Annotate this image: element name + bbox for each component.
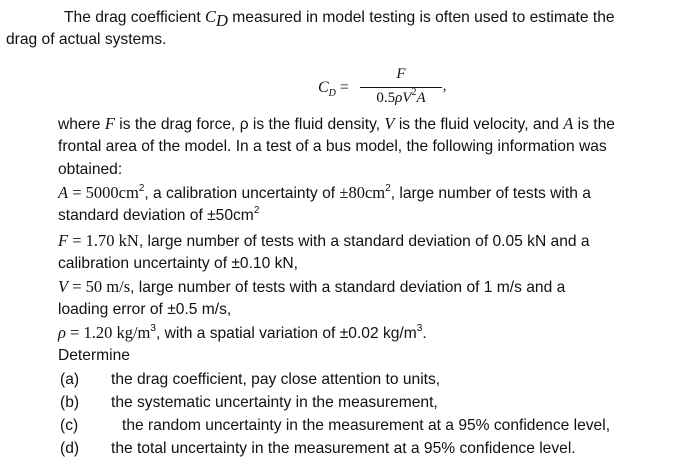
area-data-line-2 (58, 206, 259, 226)
var-A: A (58, 183, 69, 202)
intro-text: The drag coefficient (64, 9, 206, 26)
area-text: , large number of tests with a (390, 185, 591, 202)
var-V: V (58, 277, 69, 296)
cd-subscript: D (216, 11, 228, 31)
formula-equals: = (339, 79, 349, 96)
formula-denominator (358, 88, 444, 108)
definition-text: is the drag force, ρ is the fluid density, (114, 116, 385, 133)
definition-text: where (58, 116, 105, 133)
area-calibration: ±80cm (339, 183, 386, 202)
intro-line-1 (64, 7, 615, 31)
item-text-c: the random uncertainty in the measurement at a 95% confidence level, (122, 417, 611, 434)
superscript: 3 (416, 322, 423, 334)
area-value: = 5000cm (68, 183, 139, 202)
superscript: 2 (385, 182, 391, 194)
var-F: F (58, 231, 69, 250)
force-data-line-1 (58, 231, 590, 252)
item-text-a: the drag coefficient, pay close attention to units, (111, 371, 441, 388)
den-area: A (416, 90, 426, 106)
definition-line-3: obtained: (58, 161, 123, 178)
superscript: 2 (138, 182, 145, 194)
item-letter-d: (d) (60, 440, 80, 457)
definition-text: is the fluid velocity, and (394, 116, 564, 133)
superscript: 2 (253, 204, 260, 216)
force-data-line-2: calibration uncertainty of ±0.10 kN, (58, 255, 298, 272)
density-text: , with a spatial variation of ±0.02 kg/m (155, 325, 417, 342)
velocity-data-line-1 (58, 277, 565, 298)
area-text: , a calibration uncertainty of (144, 185, 340, 202)
area-std-dev: ±50cm (207, 207, 254, 224)
force-value: = 1.70 kN (68, 231, 139, 250)
cd-symbol: C (205, 7, 217, 26)
definition-line-1 (58, 114, 615, 135)
item-letter-c: (c) (60, 417, 79, 434)
item-text-d: the total uncertainty in the measurement at a 95% confidence level. (111, 440, 576, 457)
intro-text: measured in model testing is often used to estimate the (227, 9, 615, 26)
definition-line-2: frontal area of the model. In a test of a bus model, the following information was (58, 138, 607, 155)
var-A: A (563, 114, 574, 133)
formula-numerator: F (396, 66, 406, 82)
den-coefficient: 0.5 (376, 90, 396, 106)
density-text: . (422, 325, 427, 342)
item-letter-a: (a) (60, 371, 80, 388)
var-rho: ρ (58, 323, 66, 342)
formula-lhs-symbol: C (318, 79, 329, 96)
den-square: 2 (411, 87, 417, 98)
velocity-value: = 50 m/s (68, 277, 131, 296)
velocity-data-line-2: loading error of ±0.5 m/s, (58, 301, 232, 318)
velocity-text: , large number of tests with a standard deviation of 1 m/s and a (130, 279, 566, 296)
item-letter-b: (b) (60, 394, 80, 411)
drag-coefficient-formula (318, 64, 458, 110)
var-V: V (384, 114, 395, 133)
determine-heading: Determine (58, 347, 130, 364)
formula-trail: ’ (442, 86, 447, 102)
area-data-line-1 (58, 183, 591, 204)
density-value: = 1.20 kg/m (65, 323, 151, 342)
definition-text: is the (573, 116, 615, 133)
density-data-line (58, 323, 427, 344)
formula-lhs (318, 78, 349, 98)
intro-line-2: drag of actual systems. (6, 31, 167, 48)
den-rho: ρ (395, 90, 403, 106)
area-text: standard deviation of (58, 207, 208, 224)
den-velocity: V (402, 90, 412, 106)
var-F: F (104, 114, 115, 133)
force-text: , large number of tests with a standard deviation of 0.05 kN and a (138, 233, 590, 250)
item-text-b: the systematic uncertainty in the measurement, (111, 394, 438, 411)
superscript: 3 (150, 322, 156, 334)
formula-lhs-subscript: D (328, 88, 336, 100)
